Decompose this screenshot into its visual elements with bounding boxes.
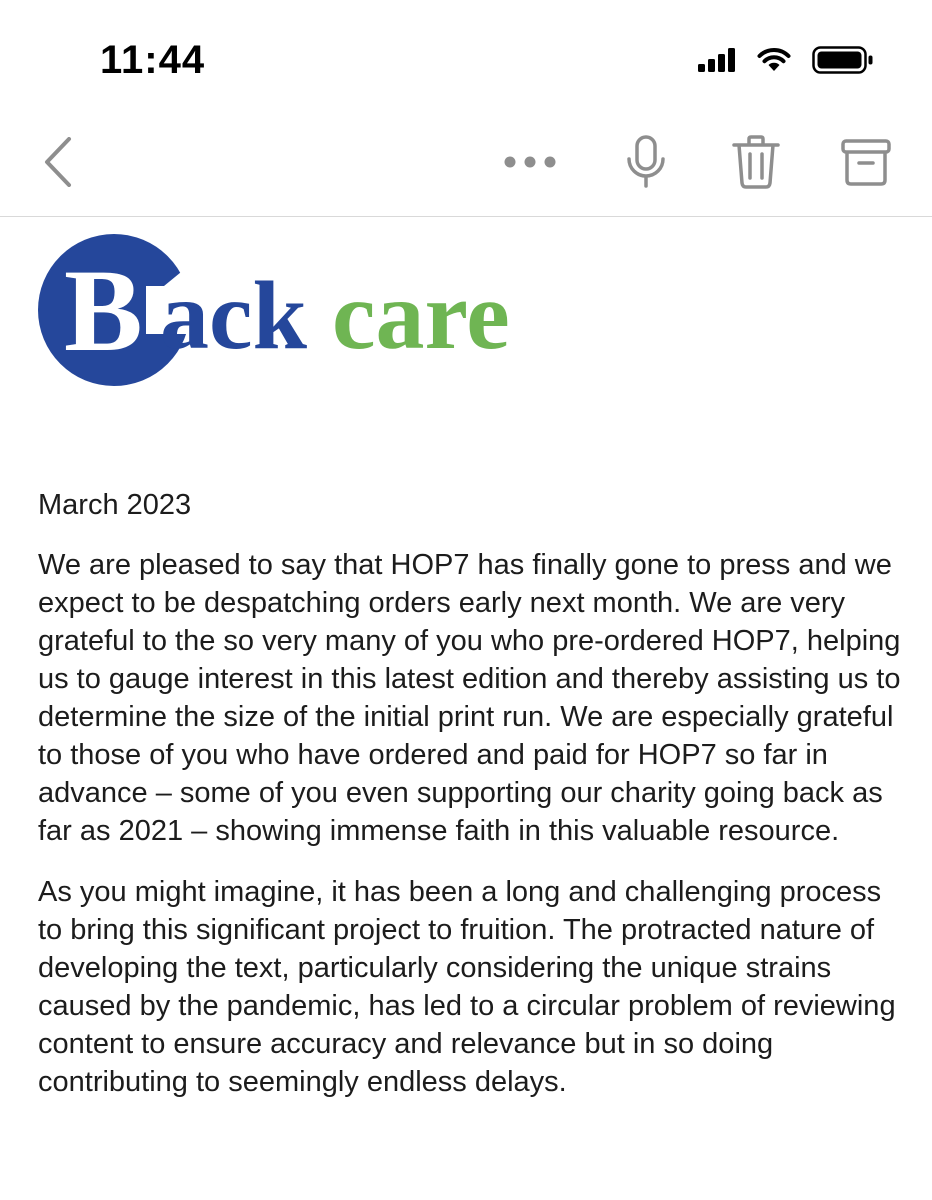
- status-icons: [698, 46, 874, 79]
- status-time: 11:44: [100, 38, 206, 82]
- chevron-left-icon: [43, 137, 73, 192]
- archive-box-icon: [841, 138, 891, 191]
- more-button[interactable]: [496, 138, 564, 190]
- email-paragraph: As you might imagine, it has been a long and challenging process to bring this significant project to fruition. The protracted nature of developing the text, particularly considering the unique strains caused by the pandemic, has led to a circular problem of reviewing content to ensure accuracy and relevance but in so doing contributing to seemingly endless delays.: [38, 876, 896, 1098]
- logo-text-care: care: [332, 262, 510, 370]
- mail-toolbar: [0, 120, 932, 217]
- battery-icon: [812, 46, 874, 79]
- trash-icon: [732, 135, 780, 194]
- delete-button[interactable]: [726, 134, 786, 194]
- archive-button[interactable]: [836, 136, 896, 192]
- email-paragraph: We are pleased to say that HOP7 has finally gone to press and we expect to be despatching orders early next month. We are very grateful to the so very many of you who pre-ordered HOP7, helping us to gauge interest in this latest edition and thereby assisting us to determine the size of the initial print run. We are especially grateful to those of you who have ordered and paid for HOP7 so far in advance – some of you even supporting our charity going back as far as 2021 – showing immense faith in this valuable resource.: [38, 549, 901, 847]
- dictate-button[interactable]: [618, 134, 674, 194]
- microphone-icon: [626, 135, 666, 194]
- logo-text-ack: ack: [160, 262, 307, 370]
- email-date: March 2023: [38, 489, 192, 521]
- logo-letter-b: B: [64, 245, 143, 376]
- email-body: [38, 486, 908, 1101]
- status-bar: [0, 0, 932, 120]
- cellular-signal-icon: [698, 48, 736, 77]
- ellipsis-icon: [503, 155, 557, 174]
- back-button[interactable]: [30, 136, 86, 192]
- wifi-icon: [756, 47, 792, 78]
- backcare-logo: [36, 232, 616, 392]
